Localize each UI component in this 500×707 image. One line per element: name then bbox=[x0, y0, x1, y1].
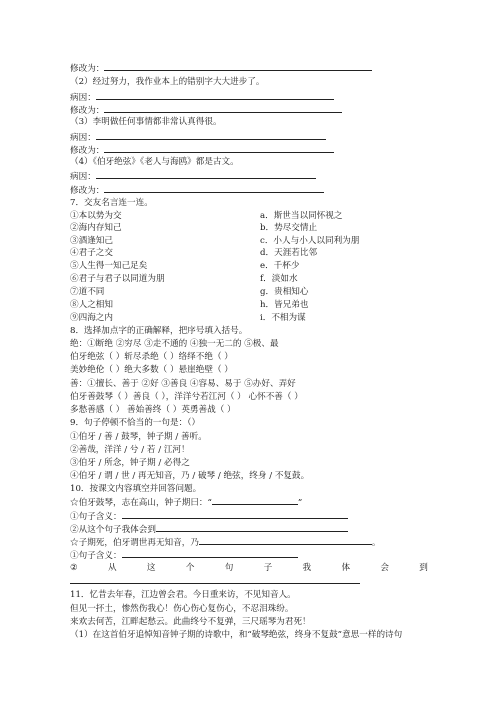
q11-poem-line-3: 来欢去何苦，江畔起愁云。此曲终兮不复弹，三尺瑶琴为君死！ bbox=[70, 617, 311, 627]
q10-prompt: ☆子期死，伯牙谓世再无知音，乃 bbox=[70, 538, 199, 548]
q10-line-3 bbox=[70, 523, 348, 536]
answer-blank[interactable] bbox=[156, 523, 348, 532]
answer-blank[interactable] bbox=[122, 510, 348, 519]
q10-label: ①句子含义： bbox=[70, 512, 122, 522]
q7-right-item[interactable]: a．斯世当以同怀视之 bbox=[260, 211, 343, 221]
fix-label: 修改为： bbox=[70, 106, 105, 116]
q10-meaning-1 bbox=[70, 510, 348, 523]
q11-title: 11．忆昔去年春，江边曾会君。今日重来访，不见知音人。 bbox=[70, 590, 296, 600]
q10-meaning-2 bbox=[70, 549, 298, 562]
answer-blank[interactable] bbox=[96, 170, 316, 179]
fix-label: 修改为： bbox=[70, 64, 105, 74]
q7-row-3 bbox=[70, 235, 360, 247]
q10-word: 子 bbox=[263, 563, 273, 573]
q7-title: 7．交友名言连一连。 bbox=[70, 198, 153, 208]
q10-line-1 bbox=[70, 496, 302, 509]
q7-left-item[interactable]: ⑤人生得一知己足矣 bbox=[70, 261, 148, 271]
fault-line-3 bbox=[70, 131, 326, 144]
answer-blank[interactable] bbox=[122, 549, 298, 558]
q11-question-1: （1）在这首伯牙追悼知音钟子期的诗歌中，和“破琴绝弦，终身不复鼓”意思一样的诗句 bbox=[70, 630, 403, 640]
period: 。 bbox=[371, 538, 381, 548]
q10-word: 个 bbox=[185, 563, 195, 573]
q8-jue-meanings: 绝：①断绝 ②穷尽 ③走不通的 ④独一无二的 ⑤极、最 bbox=[70, 339, 279, 349]
q7-left-item[interactable]: ⑥君子与君子以同道为朋 bbox=[70, 274, 165, 284]
item-2: （2）经过努力，我作业本上的错别字大大进步了。 bbox=[70, 77, 265, 87]
q7-row-2 bbox=[70, 222, 318, 234]
q7-right-item[interactable]: b．势尽交情止 bbox=[260, 223, 318, 233]
q7-left-item[interactable]: ⑨四海之内 bbox=[70, 313, 113, 323]
q8-title: 8．选择加点字的正确解释，把序号填入括号。 bbox=[70, 326, 248, 336]
q9-option[interactable]: ②善哉，洋洋 / 兮 / 若 / 江河！ bbox=[70, 445, 190, 455]
q7-left-item[interactable]: ④君子之交 bbox=[70, 248, 113, 258]
fix-line-1 bbox=[70, 62, 372, 75]
q9-option[interactable]: ④伯牙 / 谓 / 世 / 再无知音，乃 / 破琴 / 绝弦，终身 / 不复鼓。 bbox=[70, 471, 310, 481]
quote-close: ” bbox=[297, 498, 303, 508]
q8-shan-row-b: 多愁善感（ ） 善始善终（ ）英勇善战（ ） bbox=[70, 405, 236, 415]
q7-row-1 bbox=[70, 210, 343, 222]
q7-right-item[interactable]: h．皆兄弟也 bbox=[260, 300, 309, 310]
q10-word: 我 bbox=[302, 563, 312, 573]
answer-blank[interactable] bbox=[96, 131, 326, 140]
answer-blank[interactable] bbox=[212, 496, 298, 505]
item-4: （4）《伯牙绝弦》《老人与海鸥》都是古文。 bbox=[70, 157, 239, 167]
q7-right-item[interactable]: f．淡如水 bbox=[260, 274, 298, 284]
fault-line-4 bbox=[70, 170, 316, 183]
q10-word: 这 bbox=[146, 563, 156, 573]
q10-word: ② bbox=[70, 563, 78, 573]
q10-prompt: ②从这个句子我体会到 bbox=[70, 525, 156, 535]
q10-word: 体 bbox=[341, 563, 351, 573]
q7-left-item[interactable]: ⑦道不同 bbox=[70, 287, 105, 297]
q10-line-4 bbox=[70, 536, 381, 549]
q10-label: ①句子含义： bbox=[70, 551, 122, 561]
q10-word: 到 bbox=[419, 563, 428, 573]
fix-label: 修改为： bbox=[70, 186, 105, 196]
q10-prompt: ☆伯牙鼓琴，志在高山，钟子期曰：“ bbox=[70, 498, 212, 508]
q7-row-6 bbox=[70, 273, 298, 285]
q7-row-5 bbox=[70, 260, 300, 272]
q8-shan-row-a: 伯牙善鼓琴（ ）善良（ ），洋洋兮若江河（ ） 心怀不善（ ） bbox=[70, 392, 303, 402]
answer-blank[interactable] bbox=[96, 91, 334, 100]
q7-right-item[interactable]: e．千杯少 bbox=[260, 261, 300, 271]
q10-word: 句 bbox=[224, 563, 234, 573]
q10-word: 从 bbox=[108, 563, 117, 573]
answer-rule[interactable] bbox=[70, 583, 360, 584]
q7-row-7 bbox=[70, 286, 309, 298]
answer-blank[interactable] bbox=[104, 184, 324, 193]
q9-option[interactable]: ①伯牙 / 善 / 鼓琴，钟子期 / 善听。 bbox=[70, 432, 207, 442]
q10-spaced-line bbox=[70, 562, 428, 574]
q7-row-4 bbox=[70, 247, 318, 259]
q7-row-9 bbox=[70, 312, 306, 324]
answer-blank[interactable] bbox=[104, 104, 342, 113]
q8-jue-row-a: 伯牙绝弦（ ）斩尽杀绝（ ）络绎不绝（ ） bbox=[70, 352, 233, 362]
q7-left-item[interactable]: ⑧人之相知 bbox=[70, 300, 113, 310]
q7-right-item[interactable]: d．天涯若比邻 bbox=[260, 248, 318, 258]
item-3: （3）李明做任何事情都非常认真得很。 bbox=[70, 117, 222, 127]
fault-label: 病因： bbox=[70, 172, 96, 182]
fault-label: 病因： bbox=[70, 133, 96, 143]
q7-left-item[interactable]: ③酒逢知己 bbox=[70, 236, 113, 246]
q10-title: 10．按课文内容填空并回答问题。 bbox=[70, 484, 202, 494]
q9-title: 9．句子停顿不恰当的一句是：（） bbox=[70, 418, 201, 428]
q10-word: 会 bbox=[380, 563, 389, 573]
answer-blank[interactable] bbox=[199, 536, 372, 545]
answer-blank[interactable] bbox=[104, 62, 372, 71]
answer-blank[interactable] bbox=[104, 144, 334, 153]
q7-right-item[interactable]: g．贵相知心 bbox=[260, 287, 309, 297]
q8-shan-meanings: 善：①擅长、善于 ②好 ③善良 ④容易、易于 ⑤办好、弄好 bbox=[70, 379, 296, 389]
q11-poem-line-2: 但见一抔土，惨然伤我心！伤心伤心复伤心，不忍泪珠纷。 bbox=[70, 604, 294, 614]
fix-line-4 bbox=[70, 184, 324, 197]
q7-left-item[interactable]: ②海内存知己 bbox=[70, 223, 122, 233]
fix-label: 修改为： bbox=[70, 146, 105, 156]
q8-jue-row-b: 美妙绝伦（ ）绝大多数（ ）悬崖绝壁（ ） bbox=[70, 365, 233, 375]
q7-right-item[interactable]: i．不相为谋 bbox=[260, 313, 306, 323]
fault-line-2 bbox=[70, 91, 334, 104]
q7-right-item[interactable]: c．小人与小人以同利为朋 bbox=[260, 236, 360, 246]
q7-left-item[interactable]: ①本以势为交 bbox=[70, 211, 122, 221]
fault-label: 病因： bbox=[70, 93, 96, 103]
q7-row-8 bbox=[70, 299, 309, 311]
q9-option[interactable]: ③伯牙 / 所念，钟子期 / 必得之 bbox=[70, 458, 190, 468]
